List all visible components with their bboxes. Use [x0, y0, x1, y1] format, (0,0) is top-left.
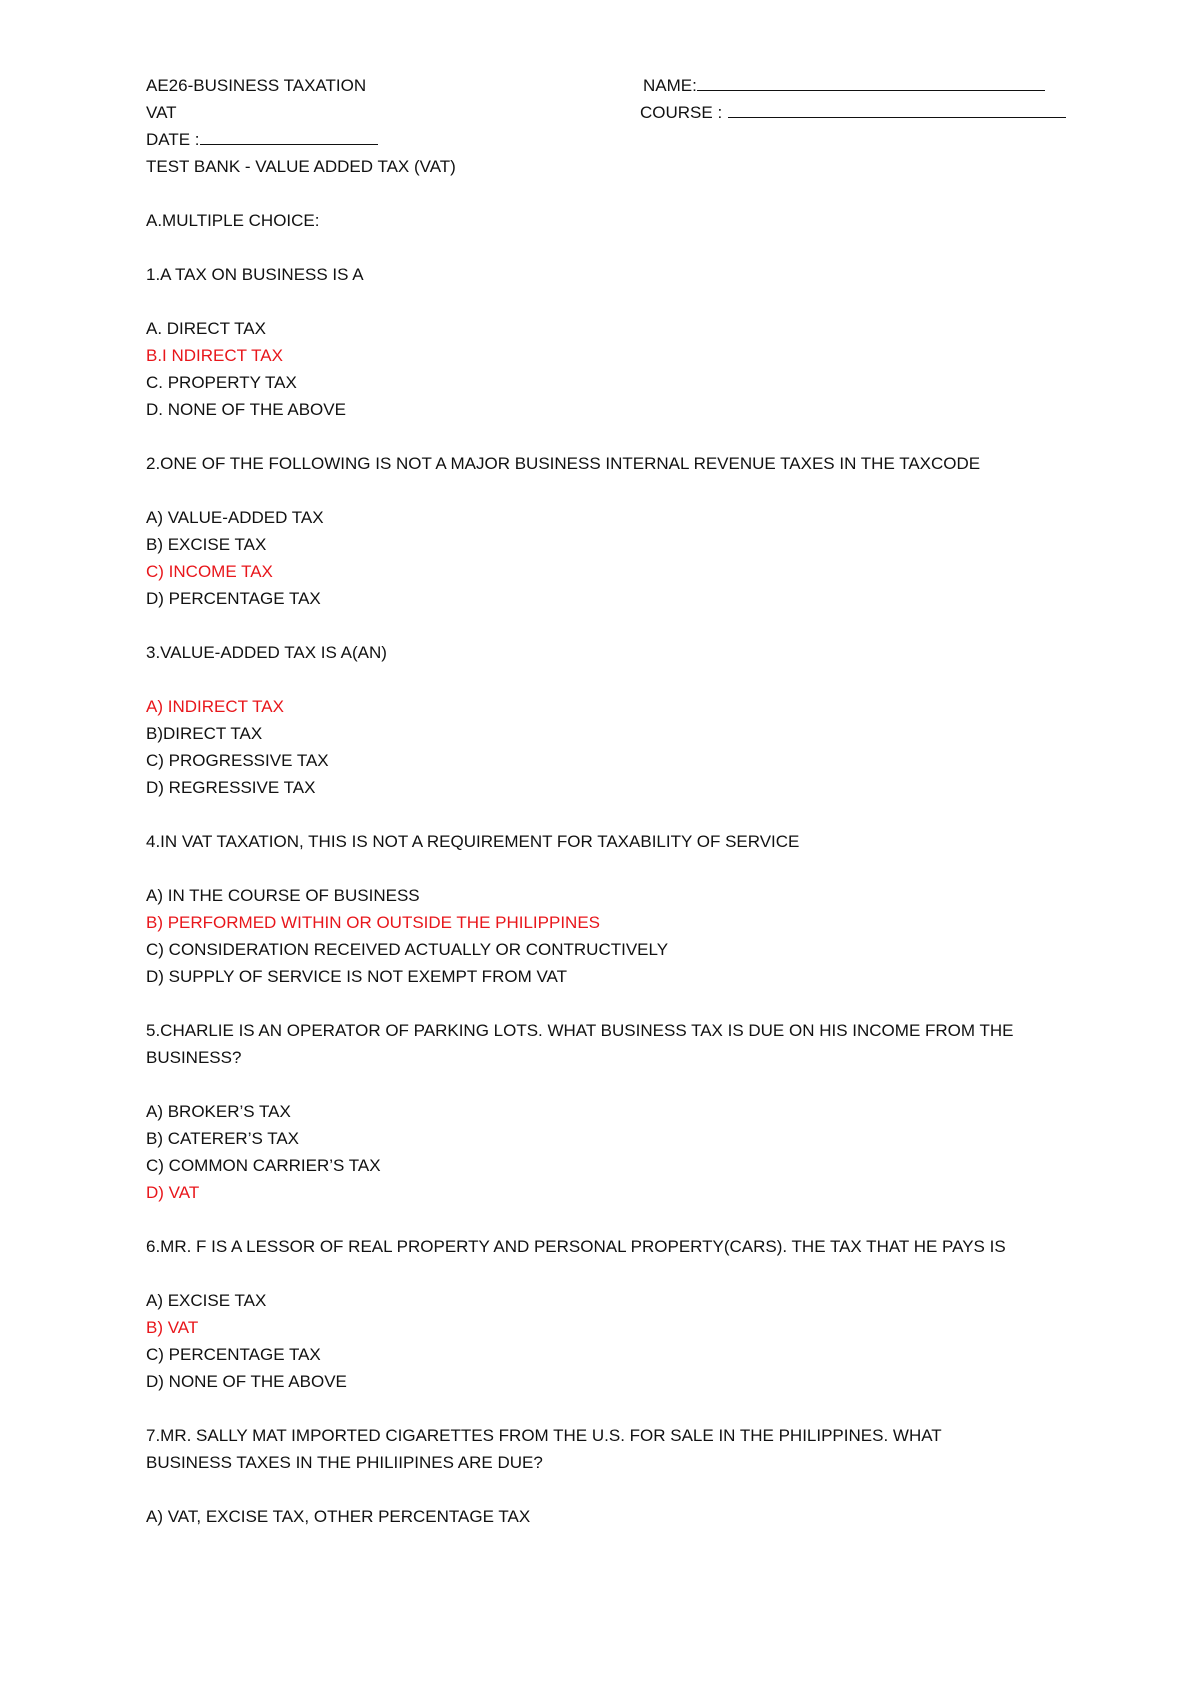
question-block	[146, 1233, 1076, 1395]
question-text: 6.MR. F IS A LESSOR OF REAL PROPERTY AND PERSONAL PROPERTY(CARS). THE TAX THAT HE PAYS IS	[146, 1237, 1006, 1256]
question-block	[146, 1422, 1076, 1530]
choice-item: C) PROGRESSIVE TAX	[146, 751, 329, 770]
choice-item-correct: D) VAT	[146, 1183, 200, 1202]
name-label: NAME:	[643, 76, 697, 95]
choice-item: A) VAT, EXCISE TAX, OTHER PERCENTAGE TAX	[146, 1507, 531, 1526]
choice-item: A) EXCISE TAX	[146, 1291, 267, 1310]
question-block	[146, 450, 1076, 612]
course-field	[640, 99, 1066, 126]
test-title: TEST BANK - VALUE ADDED TAX (VAT)	[146, 157, 456, 176]
choice-item: B) CATERER’S TAX	[146, 1129, 300, 1148]
choice-item: D) REGRESSIVE TAX	[146, 778, 316, 797]
course-label: COURSE :	[640, 103, 723, 122]
name-field	[643, 72, 1045, 99]
choice-item-correct: B) VAT	[146, 1318, 199, 1337]
choice-item: C) COMMON CARRIER’S TAX	[146, 1156, 381, 1175]
section-title: A.MULTIPLE CHOICE:	[146, 211, 320, 230]
choice-item: A) IN THE COURSE OF BUSINESS	[146, 886, 420, 905]
date-field	[146, 126, 1076, 153]
choice-item: C. PROPERTY TAX	[146, 373, 297, 392]
question-text: 5.CHARLIE IS AN OPERATOR OF PARKING LOTS. WHAT BUSINESS TAX IS DUE ON HIS INCOME FROM THE BUSINESS?	[146, 1021, 1014, 1067]
question-text: 1.A TAX ON BUSINESS IS A	[146, 265, 364, 284]
name-blank	[697, 72, 1045, 91]
document-page	[146, 72, 1076, 1530]
question-block	[146, 1017, 1076, 1206]
choice-item: B) EXCISE TAX	[146, 535, 267, 554]
question-block	[146, 261, 1076, 423]
question-text: 7.MR. SALLY MAT IMPORTED CIGARETTES FROM THE U.S. FOR SALE IN THE PHILIPPINES. WHAT BUSINESS TAXES IN THE PHILIIPINES ARE DUE?	[146, 1426, 942, 1472]
course-blank	[728, 99, 1066, 118]
choice-item-correct: C) INCOME TAX	[146, 562, 273, 581]
subject-label: VAT	[146, 103, 177, 122]
choice-item: D) NONE OF THE ABOVE	[146, 1372, 347, 1391]
course-code: AE26-BUSINESS TAXATION	[146, 76, 367, 95]
question-text: 4.IN VAT TAXATION, THIS IS NOT A REQUIREMENT FOR TAXABILITY OF SERVICE	[146, 832, 800, 851]
choice-item: C) PERCENTAGE TAX	[146, 1345, 321, 1364]
question-block	[146, 828, 1076, 990]
question-text: 3.VALUE-ADDED TAX IS A(AN)	[146, 643, 387, 662]
header-row-1	[146, 72, 1076, 99]
choice-item-correct: B) PERFORMED WITHIN OR OUTSIDE THE PHILIPPINES	[146, 913, 601, 932]
choice-item: C) CONSIDERATION RECEIVED ACTUALLY OR CONTRUCTIVELY	[146, 940, 669, 959]
choice-item: A. DIRECT TAX	[146, 319, 266, 338]
date-label: DATE :	[146, 130, 200, 149]
choice-item: A) VALUE-ADDED TAX	[146, 508, 324, 527]
header-row-2	[146, 99, 1076, 126]
question-block	[146, 639, 1076, 801]
choice-item: D) PERCENTAGE TAX	[146, 589, 321, 608]
choice-item-correct: A) INDIRECT TAX	[146, 697, 284, 716]
choice-item: D) SUPPLY OF SERVICE IS NOT EXEMPT FROM VAT	[146, 967, 567, 986]
date-blank	[200, 126, 378, 145]
question-text: 2.ONE OF THE FOLLOWING IS NOT A MAJOR BUSINESS INTERNAL REVENUE TAXES IN THE TAXCODE	[146, 454, 981, 473]
choice-item: B)DIRECT TAX	[146, 724, 263, 743]
choice-item-correct: B.I NDIRECT TAX	[146, 346, 283, 365]
choice-item: A) BROKER’S TAX	[146, 1102, 291, 1121]
choice-item: D. NONE OF THE ABOVE	[146, 400, 346, 419]
